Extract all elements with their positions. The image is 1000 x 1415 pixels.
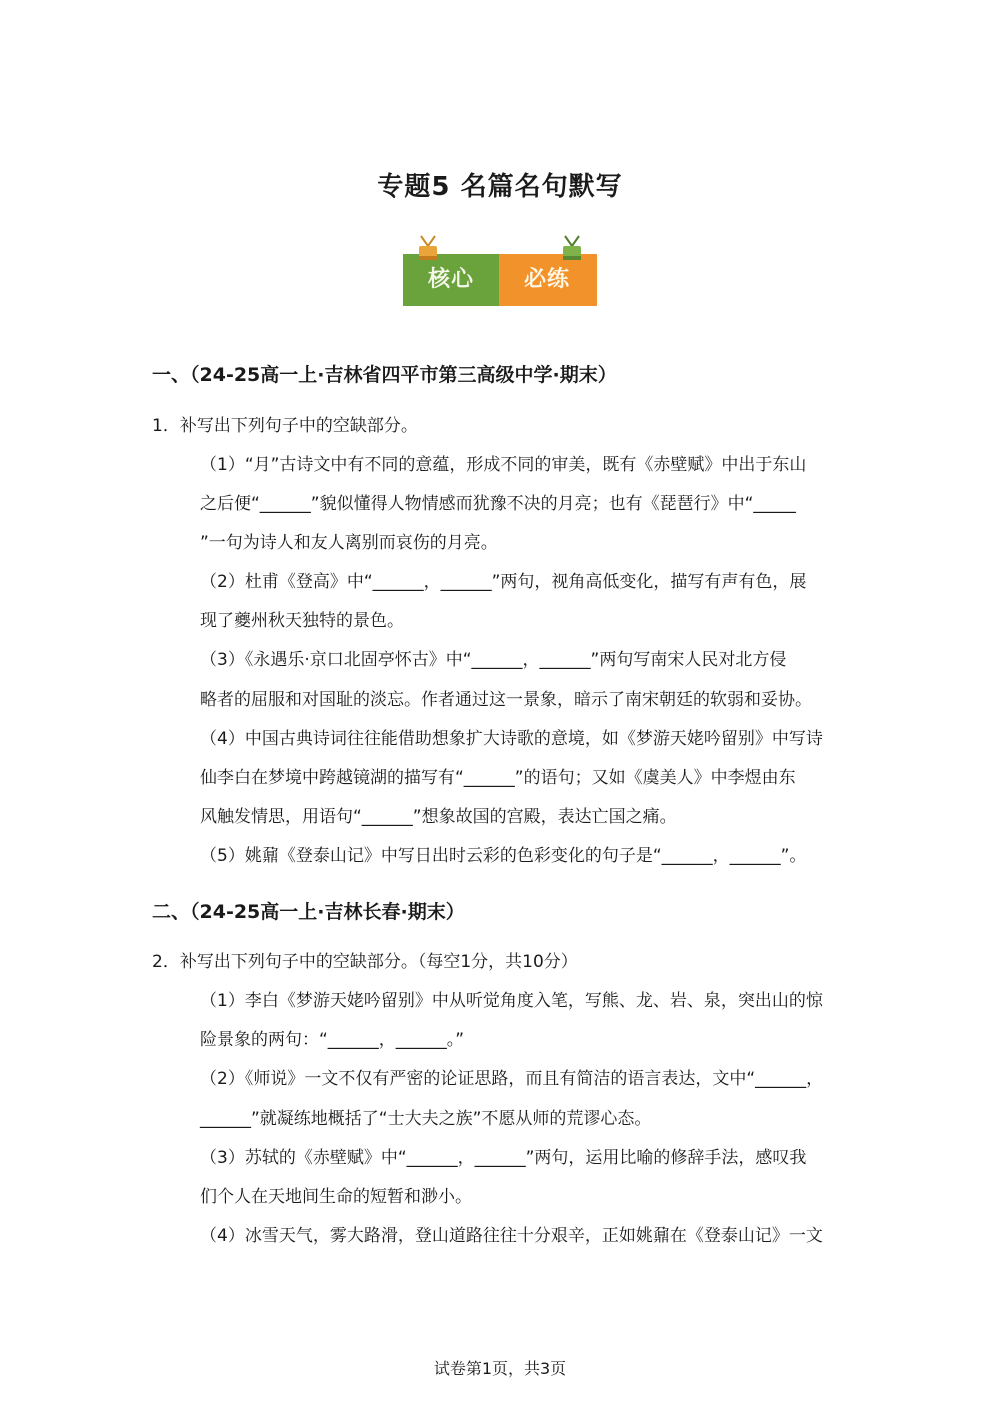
section-heading: 一、（24-25高一上·吉林省四平市第三高级中学·期末） <box>152 364 617 386</box>
question-intro: 2．补写出下列句子中的空缺部分。（每空1分，共10分） <box>152 952 578 972</box>
question-line: （1）“月”古诗文中有不同的意蕴，形成不同的审美，既有《赤壁赋》中出于东山 <box>200 455 807 475</box>
question-line: （4）冰雪天气，雾大路滑，登山道路往往十分艰辛，正如姚鼐在《登泰山记》一文 <box>200 1226 823 1246</box>
question-line: 之后便“______”貌似懂得人物情感而犹豫不决的月亮；也有《琵琶行》中“_____ <box>200 494 796 514</box>
question-line: 略者的屈服和对国耻的淡忘。作者通过这一景象，暗示了南宋朝廷的软弱和妥协。 <box>200 690 812 710</box>
question-line: 风触发情思，用语句“______”想象故国的宫殿，表达亡国之痛。 <box>200 807 677 827</box>
question-line: 仙李白在梦境中跨越镜湖的描写有“______”的语句；又如《虞美人》中李煜由东 <box>200 768 796 788</box>
page-footer: 试卷第1页，共3页 <box>433 1359 567 1378</box>
question-line: （2）《师说》一文不仅有严密的论证思路，而且有简洁的语言表达，文中“______， <box>200 1069 824 1089</box>
core-practice-badge <box>403 234 597 306</box>
badge-label-practice: 必练 <box>523 267 570 292</box>
question-line: （2）杜甫《登高》中“______，______”两句，视角高低变化，描写有声有色，展 <box>200 572 807 592</box>
badge-label-core: 核心 <box>427 267 474 292</box>
question-line: 们个人在天地间生命的短暂和渺小。 <box>200 1187 472 1207</box>
question-line: （3）《永遇乐·京口北固亭怀古》中“______，______”两句写南宋人民对北方侵 <box>200 650 787 670</box>
section-heading: 二、（24-25高一上·吉林长春·期末） <box>152 901 465 923</box>
question-line: ______”就凝练地概括了“士大夫之族”不愿从师的荒谬心态。 <box>200 1109 652 1129</box>
question-line: （3）苏轼的《赤壁赋》中“______，______”两句，运用比喻的修辞手法，感叹我 <box>200 1148 807 1168</box>
page-title: 专题5 名篇名句默写 <box>377 172 623 202</box>
question-line: 现了夔州秋天独特的景色。 <box>200 611 404 631</box>
question-line: （4）中国古典诗词往往能借助想象扩大诗歌的意境，如《梦游天姥吟留别》中写诗 <box>200 729 823 749</box>
question-line: （1）李白《梦游天姥吟留别》中从听觉角度入笔，写熊、龙、岩、泉，突出山的惊 <box>200 991 823 1011</box>
question-intro: 1．补写出下列句子中的空缺部分。 <box>152 416 418 436</box>
question-line: 险景象的两句：“______，______。” <box>200 1030 465 1050</box>
question-line: ”一句为诗人和友人离别而哀伤的月亮。 <box>200 533 498 553</box>
question-line: （5）姚鼐《登泰山记》中写日出时云彩的色彩变化的句子是“______，______”。 <box>200 846 807 866</box>
